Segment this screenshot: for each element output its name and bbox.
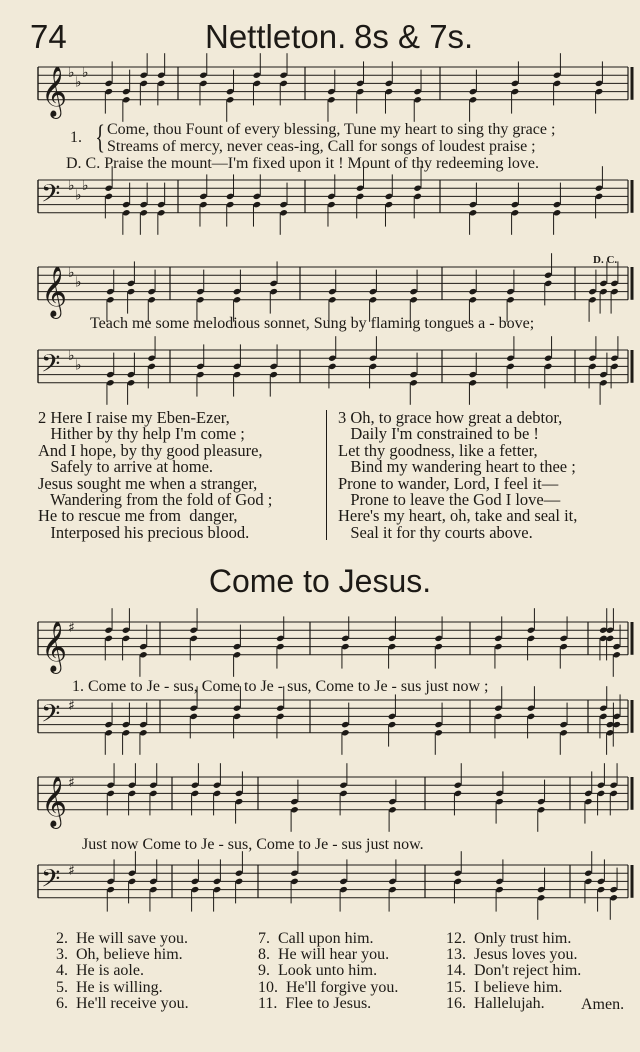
text-line: 13. Jesus loves you.	[446, 946, 578, 964]
stanza-list-col-2	[258, 931, 398, 1012]
bass-clef-icon: 𝄢	[41, 864, 61, 900]
bass-staff	[38, 336, 632, 405]
treble-staff	[38, 608, 632, 677]
text-line: 8. He will hear you.	[258, 946, 390, 964]
text-line: 14. Don't reject him.	[446, 962, 582, 980]
text-line: Jesus sought me when a stranger,	[38, 473, 258, 493]
text-line: 3 Oh, to grace how great a debtor,	[338, 408, 563, 427]
text-line: He to rescue me from danger,	[38, 506, 238, 526]
flat-key-signature-icon: ♭	[82, 64, 89, 81]
text-line: Safely to arrive at home.	[38, 457, 214, 477]
flat-key-signature-icon: ♭	[68, 264, 75, 281]
text-line: Wandering from the fold of God ;	[38, 490, 273, 510]
lyric-line-2: Streams of mercy, never ceas-ing, Call for songs of loudest praise ;	[107, 138, 536, 155]
text-line: 3. Oh, believe him.	[56, 946, 183, 964]
bass-staff	[38, 851, 632, 920]
text-line: 5. He is willing.	[56, 978, 163, 996]
treble-staff	[38, 253, 632, 322]
treble-clef-icon: 𝄞	[41, 65, 68, 117]
text-line: 10. He'll forgive you.	[258, 978, 399, 996]
sharp-key-signature-icon: ♯	[68, 862, 75, 879]
lyric-line-dc: D. C. Praise the mount—I'm fixed upon it ! Mount of thy redeeming love.	[66, 155, 540, 172]
text-line: 2 Here I raise my Eben-Ezer,	[38, 408, 230, 427]
text-line: Daily I'm constrained to be !	[338, 424, 539, 444]
text-line: Seal it for thy courts above.	[338, 522, 533, 542]
flat-key-signature-icon: ♭	[75, 274, 82, 291]
text-line: 9. Look unto him.	[258, 962, 378, 980]
stanza-list-col-3	[446, 931, 581, 1012]
flat-key-signature-icon: ♭	[75, 74, 82, 91]
lyric-line: Teach me some melodious sonnet, Sung by flaming tongues a - bove;	[90, 315, 535, 332]
amen: Amen.	[581, 996, 625, 1013]
bass-staff	[38, 686, 632, 755]
hymn-meter: 8s & 7s.	[354, 18, 474, 55]
verse-3	[338, 410, 577, 541]
treble-clef-icon: 𝄞	[41, 620, 68, 672]
text-line: Prone to leave the God I love—	[338, 490, 561, 510]
sharp-key-signature-icon: ♯	[68, 619, 75, 636]
page-number: 74	[30, 18, 67, 55]
brace: {	[95, 119, 106, 156]
text-line: 11. Flee to Jesus.	[258, 994, 372, 1012]
verse-2	[38, 410, 272, 541]
treble-clef-icon: 𝄞	[41, 265, 68, 317]
bass-clef-icon: 𝄢	[41, 699, 61, 735]
verse-number: 1.	[70, 129, 82, 146]
flat-key-signature-icon: ♭	[82, 177, 89, 194]
bass-clef-icon: 𝄢	[41, 349, 61, 385]
flat-key-signature-icon: ♭	[68, 347, 75, 364]
lyric-line: Just now Come to Je - sus, Come to Je - sus just now.	[82, 836, 424, 853]
hymn-title-nettleton: Nettleton.	[205, 18, 347, 55]
flat-key-signature-icon: ♭	[75, 357, 82, 374]
flat-key-signature-icon: ♭	[68, 177, 75, 194]
dc-mark: D. C.	[593, 254, 618, 266]
text-line: 7. Call upon him.	[258, 930, 374, 947]
bass-clef-icon: 𝄢	[41, 179, 61, 215]
text-line: Let thy goodness, like a fetter,	[338, 440, 538, 460]
text-line: 12. Only trust him.	[446, 930, 572, 947]
hymn-title-come-to-jesus: Come to Jesus.	[208, 563, 432, 599]
text-line: Hither by thy help I'm come ;	[38, 424, 245, 444]
text-line: Interposed his precious blood.	[38, 522, 250, 542]
text-line: And I hope, by thy good pleasure,	[38, 440, 263, 460]
text-line: Bind my wandering heart to thee ;	[338, 457, 576, 477]
lyric-line-1: Come, thou Fount of every blessing, Tune my heart to sing thy grace ;	[107, 121, 556, 138]
treble-staff	[38, 53, 632, 122]
flat-key-signature-icon: ♭	[75, 187, 82, 204]
sharp-key-signature-icon: ♯	[68, 774, 75, 791]
flat-key-signature-icon: ♭	[68, 64, 75, 81]
sharp-key-signature-icon: ♯	[68, 697, 75, 714]
text-line: Prone to wander, Lord, I feel it—	[338, 473, 559, 493]
text-line: 16. Hallelujah.	[446, 994, 545, 1012]
text-line: 6. He'll receive you.	[56, 994, 189, 1012]
text-line: 2. He will save you.	[56, 930, 188, 947]
bass-staff	[38, 166, 632, 235]
treble-clef-icon: 𝄞	[41, 775, 68, 827]
column-divider	[326, 410, 327, 540]
text-line: 15. I believe him.	[446, 978, 563, 996]
text-line: Here's my heart, oh, take and seal it,	[338, 506, 578, 526]
treble-staff	[38, 763, 632, 832]
stanza-list-col-1	[56, 931, 189, 1012]
lyric-line: 1. Come to Je - sus, Come to Je - sus, Come to Je - sus just now ;	[72, 678, 489, 695]
text-line: 4. He is aole.	[56, 962, 144, 980]
